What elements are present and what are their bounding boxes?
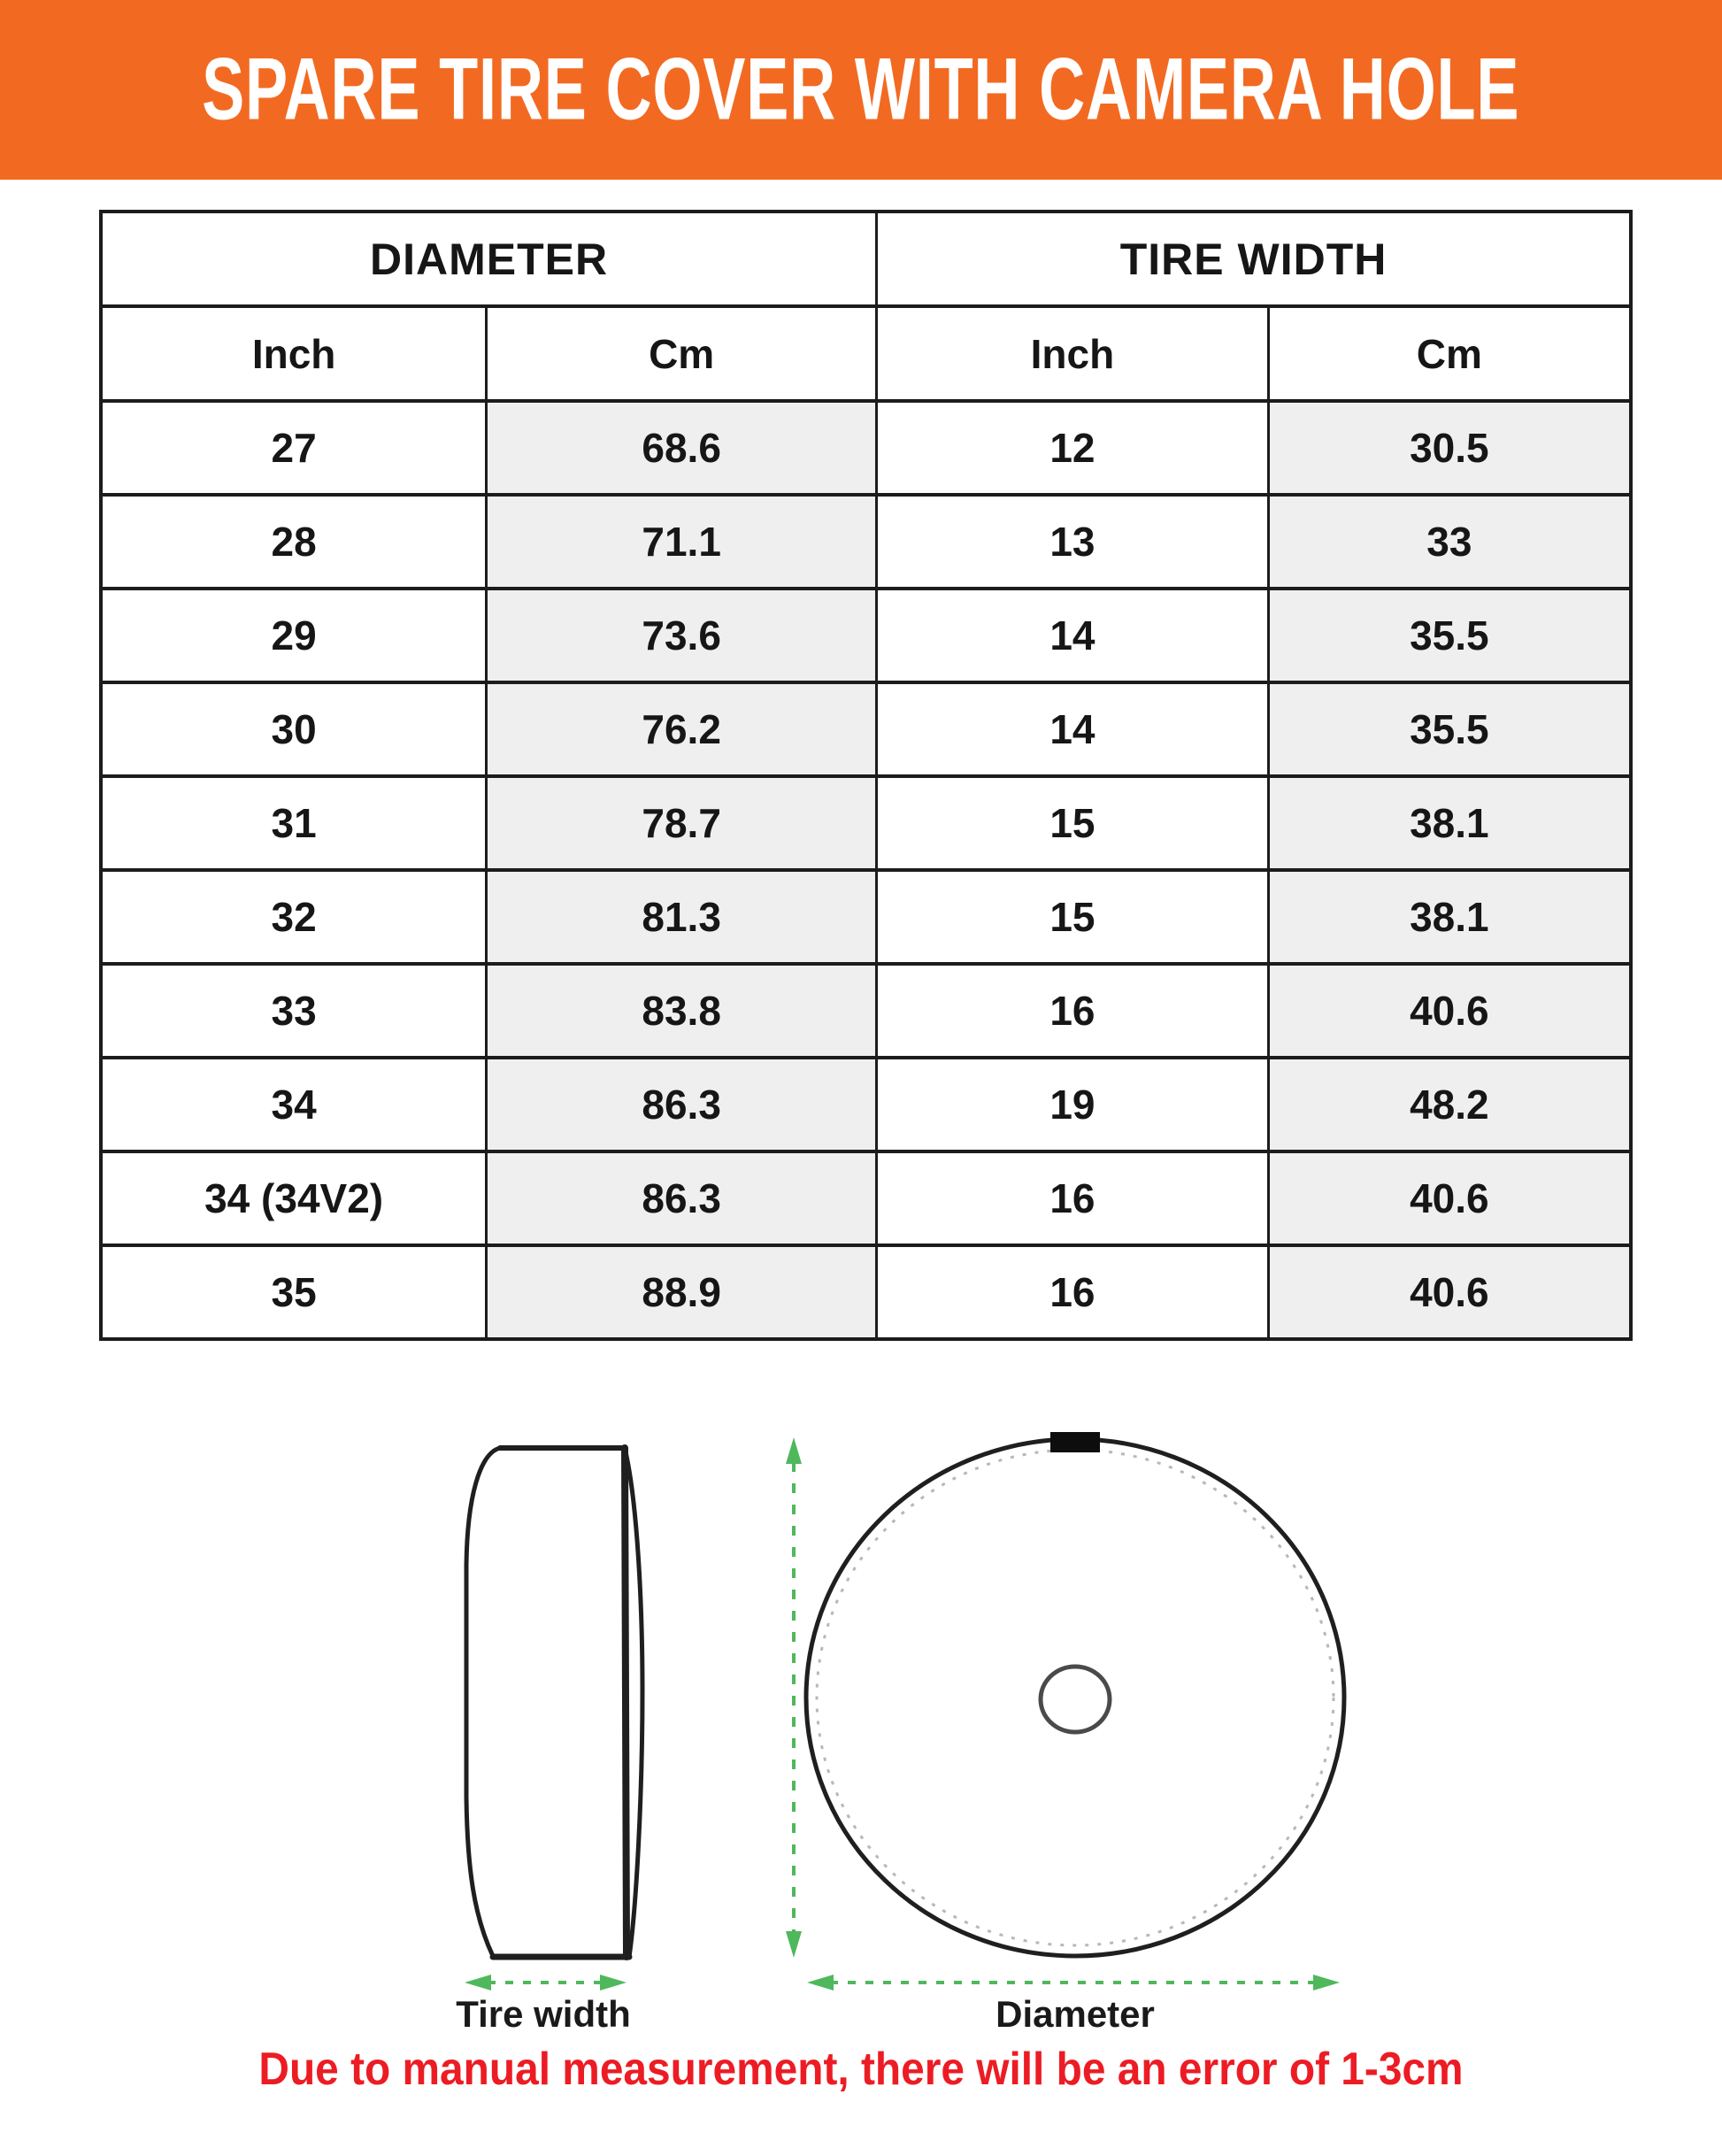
table-cell: 78.7 [487,776,877,870]
diameter-vertical-arrow [786,1437,802,1958]
diameter-arrow [807,1975,1340,1990]
table-cell: 40.6 [1268,1245,1631,1339]
tire-diagram-graphic [0,1416,1722,2053]
tire-diagram [0,1416,1722,2053]
table-row [101,1245,1631,1339]
table-row [101,401,1631,495]
diameter-group-header: DIAMETER [101,212,877,306]
table-row [101,964,1631,1058]
size-table [99,210,1633,1341]
table-cell: 76.2 [487,682,877,776]
table-cell: 30 [101,682,487,776]
table-cell: 86.3 [487,1151,877,1245]
table-cell: 15 [877,870,1269,964]
table-cell: 38.1 [1268,776,1631,870]
table-cell: 14 [877,682,1269,776]
table-cell: 88.9 [487,1245,877,1339]
group-header-row [101,212,1631,306]
table-cell: 13 [877,495,1269,589]
table-row [101,495,1631,589]
table-cell: 16 [877,964,1269,1058]
diameter-label: Diameter [996,1993,1155,2035]
table-cell: 28 [101,495,487,589]
table-cell: 31 [101,776,487,870]
table-cell: 12 [877,401,1269,495]
table-cell: 27 [101,401,487,495]
table-cell: 16 [877,1151,1269,1245]
tire-front-view [806,1432,1344,1956]
table-cell: 19 [877,1058,1269,1151]
table-body [101,401,1631,1339]
table-cell: 15 [877,776,1269,870]
table-cell: 33 [101,964,487,1058]
tire-side-view [466,1448,642,1957]
table-row [101,776,1631,870]
unit-header-row [101,306,1631,401]
table-cell: 34 (34V2) [101,1151,487,1245]
diameter-cm-header: Cm [487,306,877,401]
table-cell: 33 [1268,495,1631,589]
banner [0,0,1722,180]
diameter-inch-header: Inch [101,306,487,401]
table-cell: 81.3 [487,870,877,964]
mount-strap [1050,1432,1100,1452]
measurement-note: Due to manual measurement, there will be an error of 1-3cm [258,2044,1464,2095]
table-cell: 30.5 [1268,401,1631,495]
table-cell: 83.8 [487,964,877,1058]
table-cell: 32 [101,870,487,964]
table-row [101,1151,1631,1245]
table-cell: 40.6 [1268,1151,1631,1245]
table-cell: 71.1 [487,495,877,589]
table-cell: 29 [101,589,487,682]
table-cell: 16 [877,1245,1269,1339]
table-row [101,682,1631,776]
table-cell: 48.2 [1268,1058,1631,1151]
table-cell: 35 [101,1245,487,1339]
tire-width-label: Tire width [456,1993,631,2035]
table-cell: 86.3 [487,1058,877,1151]
table-row [101,589,1631,682]
table-cell: 38.1 [1268,870,1631,964]
table-cell: 14 [877,589,1269,682]
width-cm-header: Cm [1268,306,1631,401]
table-row [101,1058,1631,1151]
table-cell: 35.5 [1268,589,1631,682]
table-cell: 40.6 [1268,964,1631,1058]
camera-hole [1041,1667,1110,1732]
table-row [101,870,1631,964]
table-cell: 34 [101,1058,487,1151]
table-cell: 68.6 [487,401,877,495]
width-inch-header: Inch [877,306,1269,401]
page-title: SPARE TIRE COVER WITH CAMERA HOLE [202,40,1520,139]
tire-width-arrow [465,1975,627,1990]
table-header [101,212,1631,401]
table-cell: 73.6 [487,589,877,682]
tire-width-group-header: TIRE WIDTH [877,212,1631,306]
table-cell: 35.5 [1268,682,1631,776]
